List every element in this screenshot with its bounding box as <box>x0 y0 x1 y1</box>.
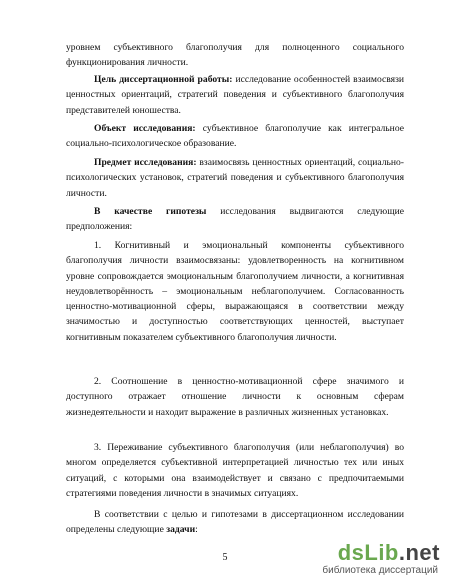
paragraph-tasks <box>66 507 404 538</box>
watermark-subtitle: библиотека диссертаций <box>322 565 438 576</box>
subject-text: взаимосвязь ценностных ориентаций, социально-психологических установок, стратегий поведения и субъективного благополучия личности. <box>66 157 405 199</box>
page-number: 5 <box>222 552 228 563</box>
logo-part-2: .net <box>398 540 440 565</box>
object-text: субъективное благополучие как интегральное социально-психологическое образование. <box>66 123 404 150</box>
hypothesis-1-text: 1. Когнитивный и эмоциональный компоненты субъективного благополучия личности взаимосвязаны: удовлетворенность на когнитивном уровне сопровождается эмоциональным благополучием личности, а когнитивная неудовлетворённость – эмоциональным неблагополучием. Согласованность ценностно-мотивационной сферы, выражающаяся в соответствии между значимостью и доступностью соответствующих ценностей, выступает когнитивным показателем субъективного благополучия личности. <box>66 240 404 343</box>
hypothesis-2-text: 2. Соотношение в ценностно-мотивационной сфере значимого и доступного отражает отношение личности к основным сферам жизнедеятельности и находит выражение в различных жизненных установках. <box>66 376 404 418</box>
paragraph-subject <box>66 155 404 201</box>
hypothesis-3 <box>66 440 404 501</box>
dslib-watermark[interactable] <box>294 540 444 578</box>
goal-label: Цель диссертационной работы: <box>94 74 233 85</box>
paragraph-intro-text: уровнем субъективного благополучия для полноценного социального функционирования личности. <box>66 42 404 69</box>
tasks-text: В соответствии с целью и гипотезами в диссертационном исследовании определены следующие <box>66 509 404 536</box>
hypothesis-1 <box>66 238 404 345</box>
hypothesis-2 <box>66 374 404 420</box>
paragraph-goal <box>66 72 404 118</box>
paragraph-object <box>66 121 404 152</box>
hypothesis-text: исследования выдвигаются следующие предположения: <box>66 206 404 233</box>
logo-part-1: dsLib <box>337 540 399 565</box>
paragraph-hypothesis <box>66 204 404 235</box>
hypothesis-3-text: 3. Переживание субъективного благополучия (или неблагополучия) во многом определяется субъективной интерпретацией личностью тех или иных ситуаций, с которыми она взаимодействует и связано с предпочитаемыми стратегиями поведения личности в значимых ситуациях. <box>66 442 404 499</box>
hypothesis-label: В качестве гипотезы <box>94 206 207 217</box>
goal-text: исследование особенностей взаимосвязи ценностных ориентаций, стратегий поведения и субъективного благополучия представителей юношества. <box>66 74 405 116</box>
tasks-label: задачи <box>166 524 196 536</box>
object-label: Объект исследования: <box>94 123 196 134</box>
dslib-logo <box>338 540 440 566</box>
paragraph-intro <box>66 40 404 71</box>
subject-label: Предмет исследования: <box>94 157 197 168</box>
tasks-colon: : <box>195 524 198 536</box>
